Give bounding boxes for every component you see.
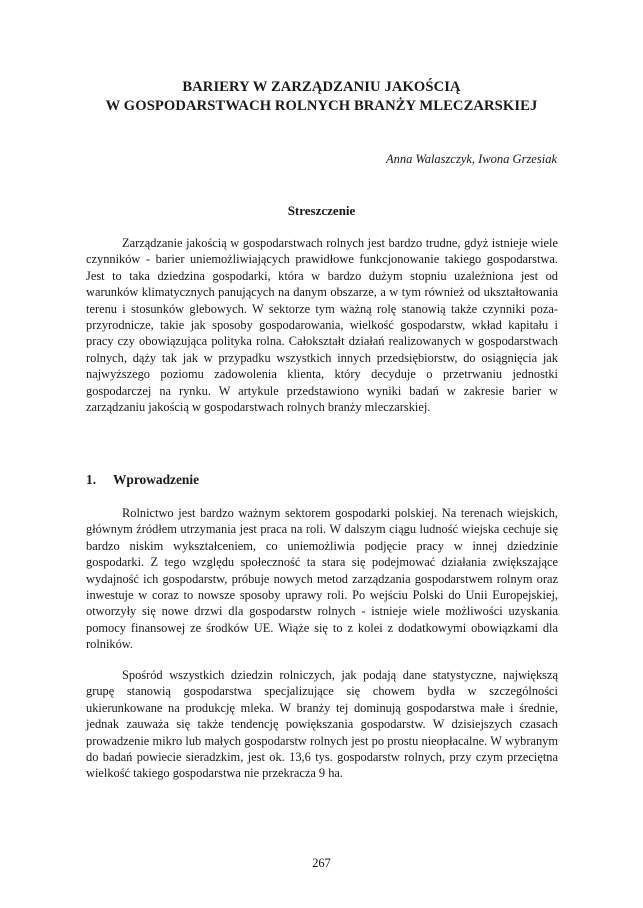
paper-title <box>60 78 583 116</box>
body-paragraph: Rolnictwo jest bardzo ważnym sektorem gospodarki polskiej. Na terenach wiejskich, głównym źródłem utrzymania jest praca na roli. W dalszym ciągu ludność wiejska cechuje się bardzo niskim wykształceniem, co uniemożliwia podjęcie pracy w innej dziedzinie gospodarki. Z tego względu społeczność ta stara się podejmować działania zwiększające wydajność ich gospodarstw, próbuje nowych metod zarządzania gospodarstwem rolnym oraz inwestuje w coraz to nowsze sposoby uprawy roli. Po wejściu Polski do Unii Europejskiej, otworzyły się nowe drzwi dla gospodarstw rolnych - istnieje wiele możliwości uzyskania pomocy finansowej ze środków UE. Wiąże się to z kolei z dodatkowymi obowiązkami dla rolników. <box>86 506 558 652</box>
section-number: 1. <box>86 472 97 487</box>
section-heading <box>86 472 199 488</box>
page-number: 267 <box>312 856 331 870</box>
title-line-2: W GOSPODARSTWACH ROLNYCH BRANŻY MLECZARSKIEJ <box>105 98 538 114</box>
authors: Anna Walaszczyk, Iwona Grzesiak <box>385 152 557 166</box>
section-title: Wprowadzenie <box>113 472 200 487</box>
abstract-text: Zarządzanie jakością w gospodarstwach rolnych jest bardzo trudne, gdyż istnieje wiele czynników - barier uniemożliwiających prawidłowe funkcjonowanie takiego gospodarstwa. Jest to taka dziedzina gospodarki, która w bardzo dużym stopniu uzależniona jest od warunków klimatycznych panujących na danym obszarze, a w tym również od ukształtowania terenu i stosunków glebowych. W sektorze tym ważną rolę stanowią także czynniki poza-przyrodnicze, takie jak sposoby gospodarowania, wielkość gospodarstw, wkład kapitału i pracy czy obowiązująca polityka rolna. Całokształt działań realizowanych w gospodarstwach rolnych, dąży tak jak w przypadku wszystkich innych przedsiębiorstw, do osiągnięcia jak najwyższego poziomu zadowolenia klienta, który decyduje o przetrwaniu jednostki gospodarczej na rynku. W artykule przedstawiono wyniki badań w zakresie barier w zarządzaniu jakością w gospodarstwach rolnych branży mleczarskiej. <box>86 236 558 415</box>
title-line-1: BARIERY W ZARZĄDZANIU JAKOŚCIĄ <box>182 79 461 95</box>
abstract-heading: Streszczenie <box>287 203 356 218</box>
body-paragraph: Spośród wszystkich dziedzin rolniczych, jak podają dane statystyczne, największą grupę stanowią gospodarstwa specjalizujące się chowem bydła w szczególności ukierunkowane na produkcję mleka. W branży tej dominują gospodarstwa małe i średnie, jednak zauważa się także tendencję powiększania gospodarstw. W dzisiejszych czasach prowadzenie mikro lub małych gospodarstw rolnych jest po prostu nieopłacalne. W wybranym do badań powiecie sieradzkim, jest ok. 13,6 tys. gospodarstw rolnych, przy czym przeciętna wielkość takiego gospodarstwa nie przekracza 9 ha. <box>86 668 558 781</box>
